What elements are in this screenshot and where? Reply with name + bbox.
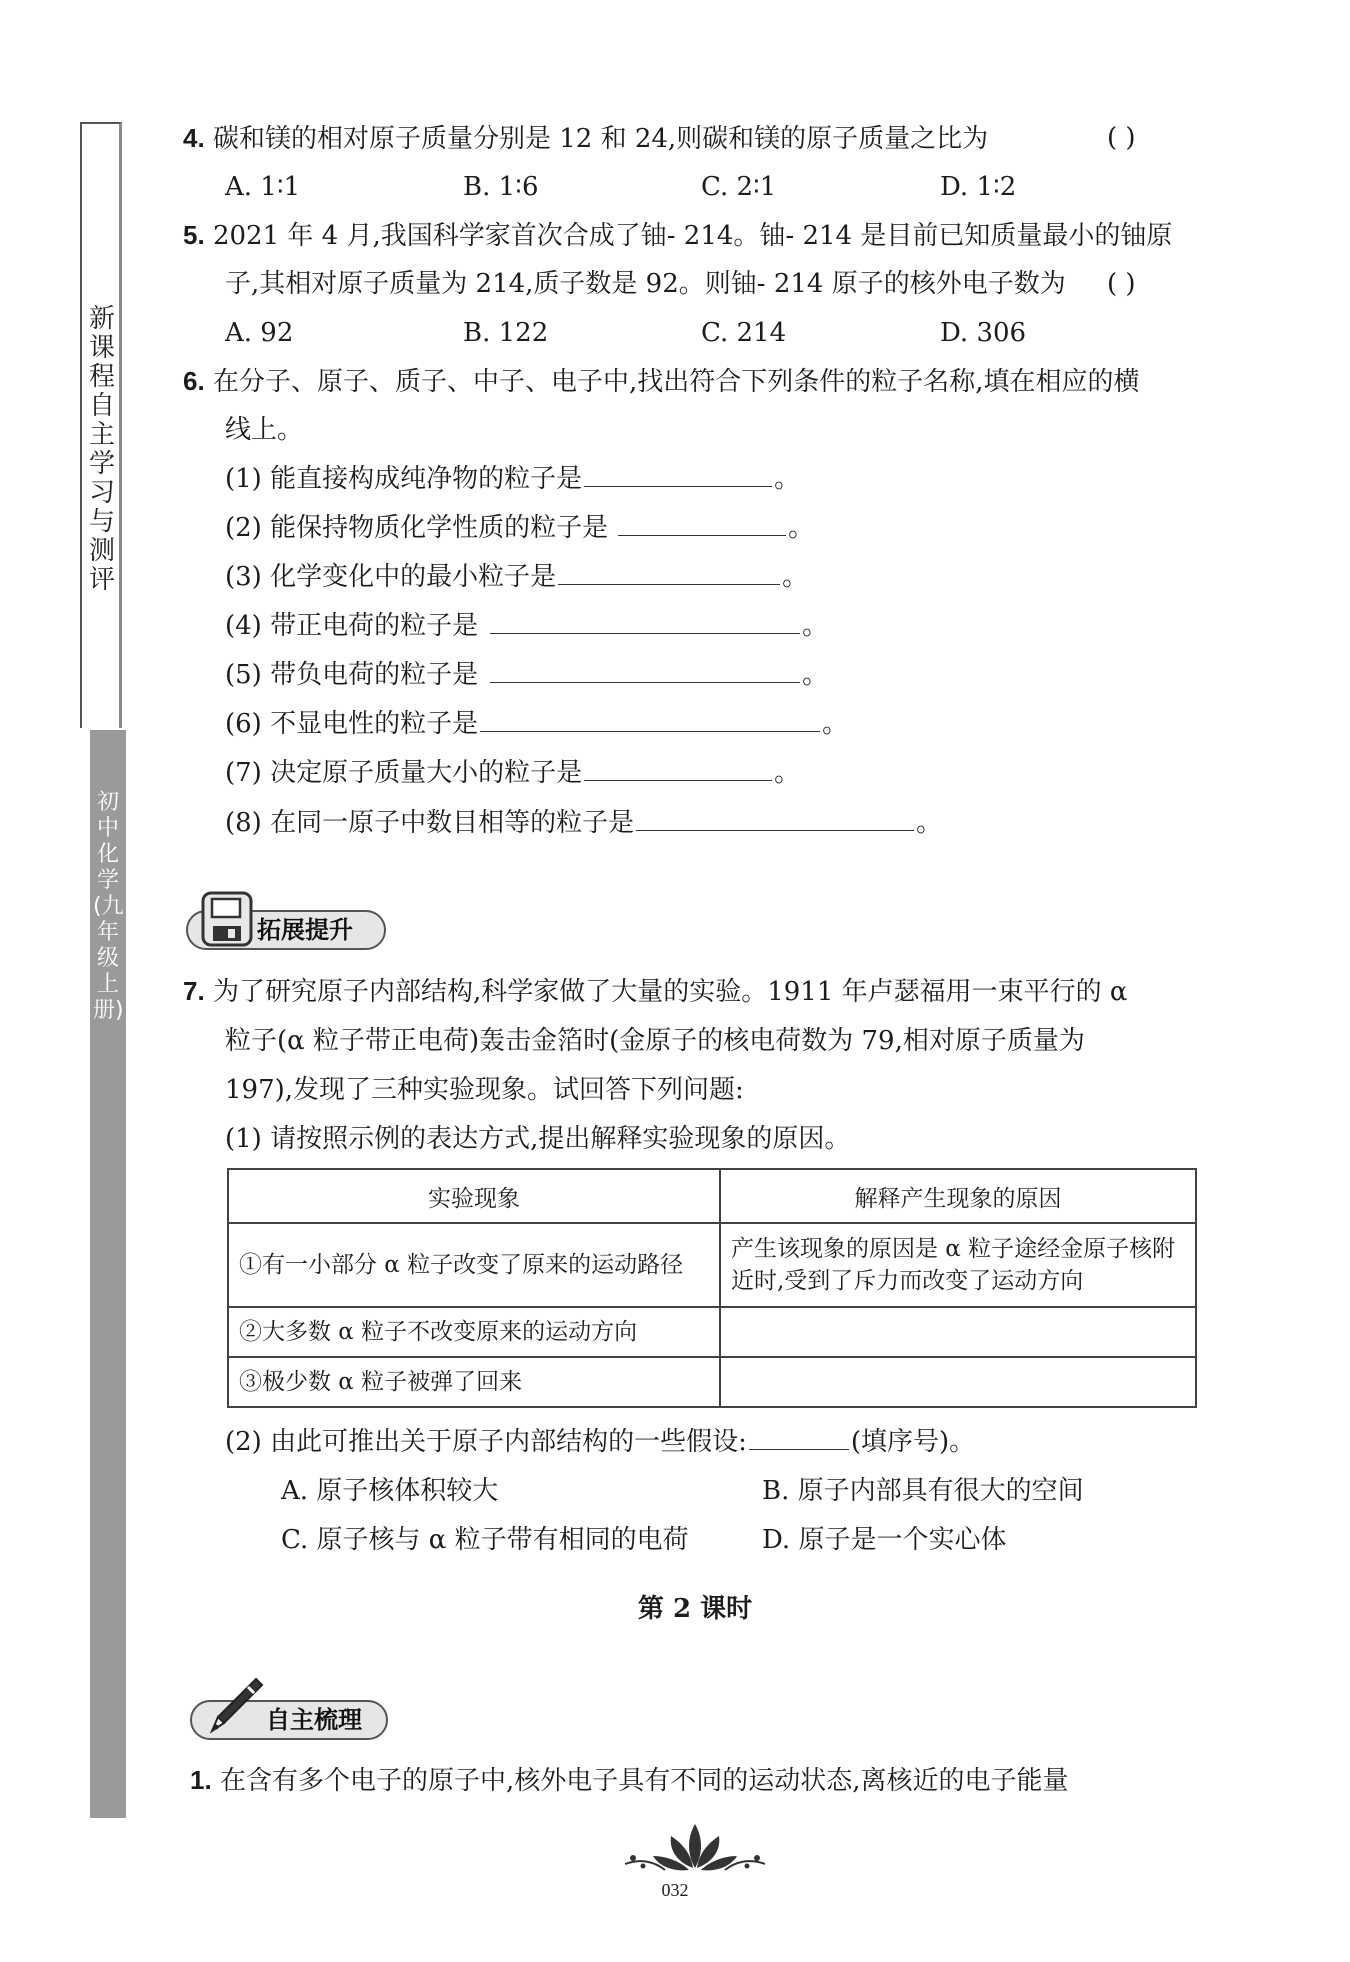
end-mark: 。 xyxy=(916,808,943,838)
answer-blank[interactable] xyxy=(584,756,772,781)
table-row xyxy=(228,1223,1196,1307)
answer-paren: ( ) xyxy=(1107,269,1136,299)
question-stem: 碳和镁的相对原子质量分别是 12 和 24,则碳和镁的原子质量之比为 xyxy=(212,124,989,154)
end-mark: 。 xyxy=(774,758,801,788)
table-header-row xyxy=(228,1169,1196,1223)
lesson-title: 第 2 课时 xyxy=(637,1594,753,1624)
sub-question-1: (1) 请按照示例的表达方式,提出解释实验现象的原因。 xyxy=(225,1124,851,1154)
option-b: B. 122 xyxy=(463,318,549,348)
table-cell: ②大多数 α 粒子不改变原来的运动方向 xyxy=(228,1307,720,1357)
table-cell: ①有一小部分 α 粒子改变了原来的运动路径 xyxy=(228,1223,720,1307)
answer-blank[interactable] xyxy=(618,511,786,536)
question-line: 粒子(α 粒子带正电荷)轰击金箔时(金原子的核电荷数为 79,相对原子质量为 xyxy=(225,1026,1085,1056)
option-c: C. 原子核与 α 粒子带有相同的电荷 xyxy=(281,1525,689,1555)
question-line: 197),发现了三种实验现象。试回答下列问题: xyxy=(225,1075,744,1105)
page-number: 032 xyxy=(661,1880,689,1900)
series-title: 新课程自主学习与测评 xyxy=(88,304,115,595)
fill-item-text: (2) 能保持物质化学性质的粒子是 xyxy=(225,513,609,543)
fill-item-text: (5) 带负电荷的粒子是 xyxy=(225,660,479,690)
table-cell-answer[interactable] xyxy=(720,1307,1196,1357)
option-d: D. 306 xyxy=(940,318,1027,348)
option-b: B. 1∶6 xyxy=(463,172,539,202)
option-d: D. 原子是一个实心体 xyxy=(762,1525,1007,1555)
fill-item-text: (3) 化学变化中的最小粒子是 xyxy=(225,562,557,592)
section-tag-label: 自主梳理 xyxy=(266,1706,362,1734)
question-1 xyxy=(190,1763,1068,1798)
fill-item-5 xyxy=(225,658,828,692)
end-mark: 。 xyxy=(782,562,809,592)
section-tag-label: 拓展提升 xyxy=(257,916,353,944)
sub-question-2 xyxy=(225,1425,975,1459)
question-line: 线上。 xyxy=(225,415,304,445)
table-header: 解释产生现象的原因 xyxy=(720,1169,1196,1223)
question-line: 2021 年 4 月,我国科学家首次合成了铀- 214。铀- 214 是目前已知质量最小的铀原 xyxy=(212,221,1173,251)
question-number: 6. xyxy=(183,366,205,396)
fill-item-3 xyxy=(225,560,808,594)
end-mark: 。 xyxy=(802,611,829,641)
answer-blank[interactable] xyxy=(490,609,800,634)
question-number: 4. xyxy=(183,123,205,153)
table-cell: 产生该现象的原因是 α 粒子途经金原子核附近时,受到了斥力而改变了运动方向 xyxy=(720,1223,1196,1307)
experiment-table xyxy=(227,1168,1197,1408)
floppy-disk-icon xyxy=(200,890,254,948)
end-mark: 。 xyxy=(822,709,849,739)
fill-item-7 xyxy=(225,756,800,790)
end-mark: 。 xyxy=(788,513,815,543)
answer-blank[interactable] xyxy=(584,462,772,487)
end-mark: 。 xyxy=(774,464,801,494)
fill-item-text: (8) 在同一原子中数目相等的粒子是 xyxy=(225,808,635,838)
book-title: 初中化学(九年级上册) xyxy=(93,790,124,1023)
option-b: B. 原子内部具有很大的空间 xyxy=(762,1476,1084,1506)
fill-item-text: (7) 决定原子质量大小的粒子是 xyxy=(225,758,583,788)
question-number: 5. xyxy=(183,220,205,250)
fill-item-2 xyxy=(225,511,814,545)
answer-blank[interactable] xyxy=(749,1425,849,1450)
table-cell: ③极少数 α 粒子被弹了回来 xyxy=(228,1357,720,1407)
option-d: D. 1∶2 xyxy=(940,172,1017,202)
option-a: A. 92 xyxy=(225,318,294,348)
question-number: 7. xyxy=(183,976,205,1006)
table-header: 实验现象 xyxy=(228,1169,720,1223)
question-line: 在含有多个电子的原子中,核外电子具有不同的运动状态,离核近的电子能量 xyxy=(219,1766,1069,1796)
fill-item-4 xyxy=(225,609,828,643)
question-line: 为了研究原子内部结构,科学家做了大量的实验。1911 年卢瑟福用一束平行的 α xyxy=(212,977,1128,1007)
question-line: 在分子、原子、质子、中子、电子中,找出符合下列条件的粒子名称,填在相应的横 xyxy=(212,367,1140,397)
fill-item-6 xyxy=(225,707,848,741)
question-line: 子,其相对原子质量为 214,质子数是 92。则铀- 214 原子的核外电子数为 xyxy=(225,269,1066,299)
question-5 xyxy=(183,218,1172,253)
answer-blank[interactable] xyxy=(558,560,780,585)
table-row xyxy=(228,1357,1196,1407)
fill-item-8 xyxy=(225,806,942,840)
table-cell-answer[interactable] xyxy=(720,1357,1196,1407)
option-a: A. 1∶1 xyxy=(225,172,301,202)
answer-paren: ( ) xyxy=(1107,123,1136,153)
question-6 xyxy=(183,364,1139,399)
question-number: 1. xyxy=(190,1765,212,1795)
sub-question-text: (填序号)。 xyxy=(850,1427,976,1457)
end-mark: 。 xyxy=(802,660,829,690)
option-a: A. 原子核体积较大 xyxy=(281,1476,499,1506)
sub-question-text: (2) 由此可推出关于原子内部结构的一些假设: xyxy=(225,1427,747,1457)
answer-blank[interactable] xyxy=(636,806,914,831)
option-c: C. 2∶1 xyxy=(701,172,777,202)
pen-icon xyxy=(200,1675,266,1737)
fill-item-text: (1) 能直接构成纯净物的粒子是 xyxy=(225,464,583,494)
fill-item-text: (6) 不显电性的粒子是 xyxy=(225,709,479,739)
option-c: C. 214 xyxy=(701,318,787,348)
leaf-ornament-icon xyxy=(615,1818,775,1874)
fill-item-1 xyxy=(225,462,800,496)
question-7 xyxy=(183,974,1127,1009)
answer-blank[interactable] xyxy=(480,707,820,732)
fill-item-text: (4) 带正电荷的粒子是 xyxy=(225,611,479,641)
answer-blank[interactable] xyxy=(490,658,800,683)
question-4 xyxy=(183,121,988,156)
table-row xyxy=(228,1307,1196,1357)
